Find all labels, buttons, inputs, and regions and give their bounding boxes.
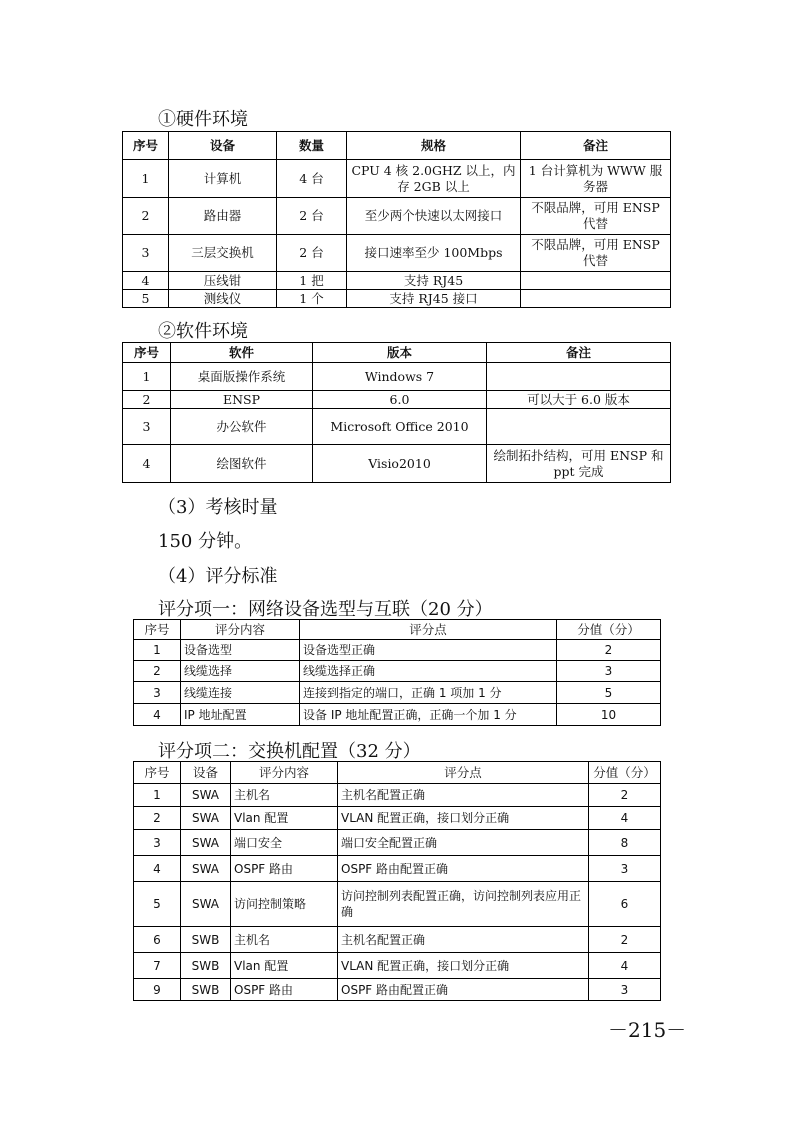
table-row <box>123 290 671 308</box>
cell: 计算机 <box>169 160 277 198</box>
cell: 3 <box>134 830 181 856</box>
cell: 4 台 <box>277 160 347 198</box>
col-header: 数量 <box>277 132 347 160</box>
cell: Windows 7 <box>313 363 487 391</box>
cell: 2 <box>589 927 661 953</box>
cell: 可以大于 6.0 版本 <box>487 391 671 409</box>
table-row <box>123 409 671 445</box>
col-header: 评分内容 <box>231 762 338 784</box>
cell: SWA <box>181 882 231 927</box>
cell: 线缆选择 <box>181 661 300 682</box>
cell: 4 <box>134 704 181 726</box>
cell: Vlan 配置 <box>231 807 338 830</box>
cell: SWB <box>181 953 231 979</box>
cell: SWB <box>181 927 231 953</box>
cell: OSPF 路由 <box>231 979 338 1001</box>
cell: 7 <box>134 953 181 979</box>
col-header: 序号 <box>123 343 171 363</box>
cell: 6 <box>589 882 661 927</box>
cell: SWA <box>181 784 231 807</box>
cell <box>487 363 671 391</box>
cell: ENSP <box>171 391 313 409</box>
cell: 2 <box>134 807 181 830</box>
col-header: 设备 <box>169 132 277 160</box>
table-row <box>134 807 661 830</box>
time-heading: （3）考核时量 <box>158 497 278 518</box>
table-row <box>134 856 661 882</box>
cell: 1 台计算机为 WWW 服务器 <box>521 160 671 198</box>
cell: OSPF 路由配置正确 <box>338 979 589 1001</box>
cell: 支持 RJ45 <box>347 272 521 290</box>
table-row <box>134 927 661 953</box>
item2-heading: 评分项二：交换机配置（32 分） <box>158 741 421 762</box>
cell: 6 <box>134 927 181 953</box>
cell: 3 <box>134 682 181 704</box>
cell: 1 个 <box>277 290 347 308</box>
cell: 3 <box>589 979 661 1001</box>
cell: OSPF 路由配置正确 <box>338 856 589 882</box>
cell: 9 <box>134 979 181 1001</box>
cell <box>521 272 671 290</box>
item1-table <box>133 619 661 726</box>
software-heading: ②软件环境 <box>158 321 248 342</box>
cell: 不限品牌，可用 ENSP 代替 <box>521 198 671 235</box>
cell: 5 <box>123 290 169 308</box>
cell: 6.0 <box>313 391 487 409</box>
criteria-heading: （4）评分标准 <box>158 566 278 587</box>
cell: 设备选型 <box>181 640 300 661</box>
cell: VLAN 配置正确，接口划分正确 <box>338 953 589 979</box>
cell <box>487 409 671 445</box>
col-header: 分值（分） <box>557 620 661 640</box>
cell: 支持 RJ45 接口 <box>347 290 521 308</box>
col-header: 序号 <box>134 620 181 640</box>
table-row <box>123 272 671 290</box>
cell: 1 把 <box>277 272 347 290</box>
cell: 绘制拓扑结构，可用 ENSP 和 ppt 完成 <box>487 445 671 483</box>
col-header: 分值（分） <box>589 762 661 784</box>
cell: 4 <box>589 807 661 830</box>
cell: 路由器 <box>169 198 277 235</box>
cell: 2 <box>557 640 661 661</box>
cell: 测线仪 <box>169 290 277 308</box>
cell: 5 <box>557 682 661 704</box>
cell: 2 台 <box>277 235 347 272</box>
cell: 不限品牌，可用 ENSP 代替 <box>521 235 671 272</box>
cell: 主机名配置正确 <box>338 784 589 807</box>
cell: SWB <box>181 979 231 1001</box>
col-header: 备注 <box>487 343 671 363</box>
cell: 4 <box>134 856 181 882</box>
hardware-table <box>122 131 671 308</box>
cell: 3 <box>123 409 171 445</box>
table-row <box>134 704 661 726</box>
table-row <box>134 682 661 704</box>
col-header: 版本 <box>313 343 487 363</box>
col-header: 序号 <box>123 132 169 160</box>
item1-heading: 评分项一：网络设备选型与互联（20 分） <box>158 599 493 620</box>
cell: 设备选型正确 <box>300 640 557 661</box>
cell: 2 <box>123 391 171 409</box>
cell: 办公软件 <box>171 409 313 445</box>
col-header: 评分点 <box>300 620 557 640</box>
cell: 2 <box>134 661 181 682</box>
cell: Visio2010 <box>313 445 487 483</box>
cell: OSPF 路由 <box>231 856 338 882</box>
table-row <box>123 391 671 409</box>
cell: SWA <box>181 856 231 882</box>
col-header: 评分内容 <box>181 620 300 640</box>
cell: 端口安全 <box>231 830 338 856</box>
cell: 访问控制列表配置正确，访问控制列表应用正确 <box>338 882 589 927</box>
cell: 压线钳 <box>169 272 277 290</box>
cell: SWA <box>181 830 231 856</box>
time-value: 150 分钟。 <box>158 531 253 552</box>
cell: 1 <box>134 784 181 807</box>
cell: 3 <box>589 856 661 882</box>
cell: 3 <box>557 661 661 682</box>
cell: IP 地址配置 <box>181 704 300 726</box>
cell: 4 <box>123 445 171 483</box>
cell: 至少两个快速以太网接口 <box>347 198 521 235</box>
cell: 主机名 <box>231 784 338 807</box>
table-row <box>134 882 661 927</box>
cell: 三层交换机 <box>169 235 277 272</box>
cell: 2 <box>589 784 661 807</box>
cell: 访问控制策略 <box>231 882 338 927</box>
cell: 线缆选择正确 <box>300 661 557 682</box>
page-number: －215－ <box>608 1018 687 1042</box>
table-row <box>123 363 671 391</box>
cell: 主机名配置正确 <box>338 927 589 953</box>
cell: 3 <box>123 235 169 272</box>
cell: VLAN 配置正确，接口划分正确 <box>338 807 589 830</box>
cell: 8 <box>589 830 661 856</box>
cell: Vlan 配置 <box>231 953 338 979</box>
cell: CPU 4 核 2.0GHZ 以上，内存 2GB 以上 <box>347 160 521 198</box>
table-row <box>134 661 661 682</box>
table-row <box>134 830 661 856</box>
cell: 1 <box>134 640 181 661</box>
table-row <box>134 784 661 807</box>
software-table <box>122 342 671 483</box>
cell: 桌面版操作系统 <box>171 363 313 391</box>
table-row <box>123 198 671 235</box>
cell: 连接到指定的端口，正确 1 项加 1 分 <box>300 682 557 704</box>
cell: 绘图软件 <box>171 445 313 483</box>
cell: 2 台 <box>277 198 347 235</box>
cell: 1 <box>123 363 171 391</box>
table-row <box>134 979 661 1001</box>
table-row <box>123 235 671 272</box>
cell: 接口速率至少 100Mbps <box>347 235 521 272</box>
table-row <box>123 160 671 198</box>
col-header: 备注 <box>521 132 671 160</box>
cell: 4 <box>589 953 661 979</box>
cell <box>521 290 671 308</box>
cell: Microsoft Office 2010 <box>313 409 487 445</box>
item2-table <box>133 761 661 1001</box>
cell: SWA <box>181 807 231 830</box>
cell: 设备 IP 地址配置正确，正确一个加 1 分 <box>300 704 557 726</box>
hardware-heading: ①硬件环境 <box>158 109 248 130</box>
cell: 主机名 <box>231 927 338 953</box>
table-row <box>134 953 661 979</box>
cell: 4 <box>123 272 169 290</box>
cell: 端口安全配置正确 <box>338 830 589 856</box>
cell: 线缆连接 <box>181 682 300 704</box>
table-row <box>134 640 661 661</box>
table-row <box>123 445 671 483</box>
cell: 5 <box>134 882 181 927</box>
cell: 2 <box>123 198 169 235</box>
col-header: 软件 <box>171 343 313 363</box>
cell: 1 <box>123 160 169 198</box>
cell: 10 <box>557 704 661 726</box>
col-header: 序号 <box>134 762 181 784</box>
col-header: 评分点 <box>338 762 589 784</box>
col-header: 设备 <box>181 762 231 784</box>
col-header: 规格 <box>347 132 521 160</box>
